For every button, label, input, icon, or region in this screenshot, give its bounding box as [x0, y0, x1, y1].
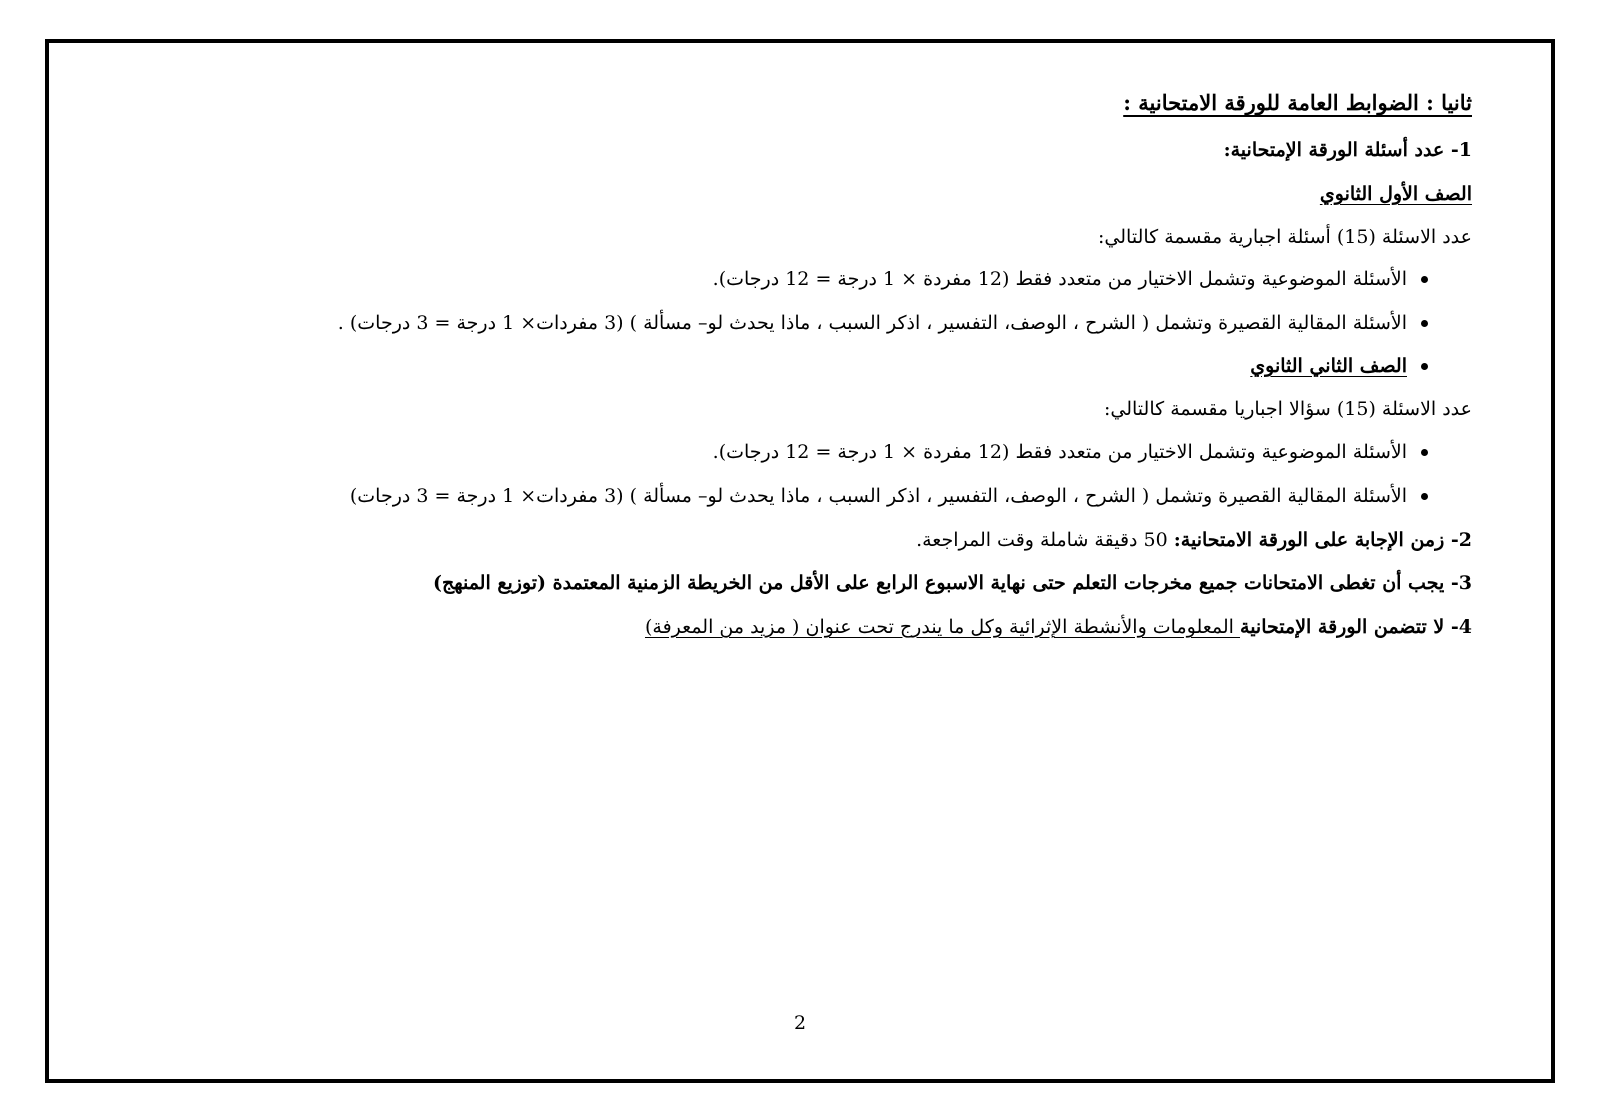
grade-2-count: عدد الاسئلة (15) سؤالا اجباريا مقسمة كالتالي: [1103, 398, 1472, 420]
item-1-title: 1- عدد أسئلة الورقة الإمتحانية: [1223, 139, 1472, 161]
grade-1-count: عدد الاسئلة (15) أسئلة اجبارية مقسمة كالتالي: [1098, 226, 1472, 248]
bullet-text: الأسئلة الموضوعية وتشمل الاختيار من متعدد فقط (12 مفردة × 1 درجة = 12 درجات). [712, 441, 1407, 463]
item-3: 3- يجب أن تغطى الامتحانات جميع مخرجات التعلم حتى نهاية الاسبوع الرابع على الأقل من الخريطة الزمنية المعتمدة (توزيع المنهج) [432, 572, 1472, 594]
bullet-icon [1421, 493, 1428, 500]
grade-1-label: الصف الأول الثانوي [1319, 183, 1472, 205]
page-number: 2 [793, 1012, 807, 1034]
grade-2-bullet-objective [713, 439, 1472, 465]
grade-2-label: الصف الثاني الثانوي [1250, 355, 1407, 377]
grade-2-label-row [1250, 353, 1472, 379]
bullet-icon [1421, 363, 1428, 370]
bullet-icon [1421, 320, 1428, 327]
bullet-text: الأسئلة الموضوعية وتشمل الاختيار من متعدد فقط (12 مفردة × 1 درجة = 12 درجات). [712, 268, 1407, 290]
item-4-value: المعلومات والأنشطة الإثرائية وكل ما يندرج تحت عنوان ( مزيد من المعرفة) [644, 616, 1241, 638]
item-4 [645, 614, 1472, 640]
item-4-label: 4- لا تتضمن الورقة الإمتحانية [1240, 616, 1472, 638]
bullet-icon [1421, 449, 1428, 456]
grade-1-bullet-objective [713, 266, 1472, 292]
section-heading: ثانيا : الضوابط العامة للورقة الامتحانية : [1123, 90, 1472, 115]
item-2-label: 2- زمن الإجابة على الورقة الامتحانية: [1173, 529, 1472, 551]
item-2-value: 50 دقيقة شاملة وقت المراجعة. [916, 529, 1174, 551]
grade-1-bullet-essay [338, 310, 1472, 336]
bullet-text: الأسئلة المقالية القصيرة وتشمل ( الشرح ، الوصف، التفسير ، اذكر السبب ، ماذا يحدث لو– مسألة ) (3 مفردات× 1 درجة = 3 درجات) . [337, 312, 1407, 334]
bullet-icon [1421, 276, 1428, 283]
item-2 [916, 527, 1472, 553]
bullet-text: الأسئلة المقالية القصيرة وتشمل ( الشرح ، الوصف، التفسير ، اذكر السبب ، ماذا يحدث لو– مسألة ) (3 مفردات× 1 درجة = 3 درجات) [349, 485, 1407, 507]
grade-2-bullet-essay [350, 483, 1472, 509]
